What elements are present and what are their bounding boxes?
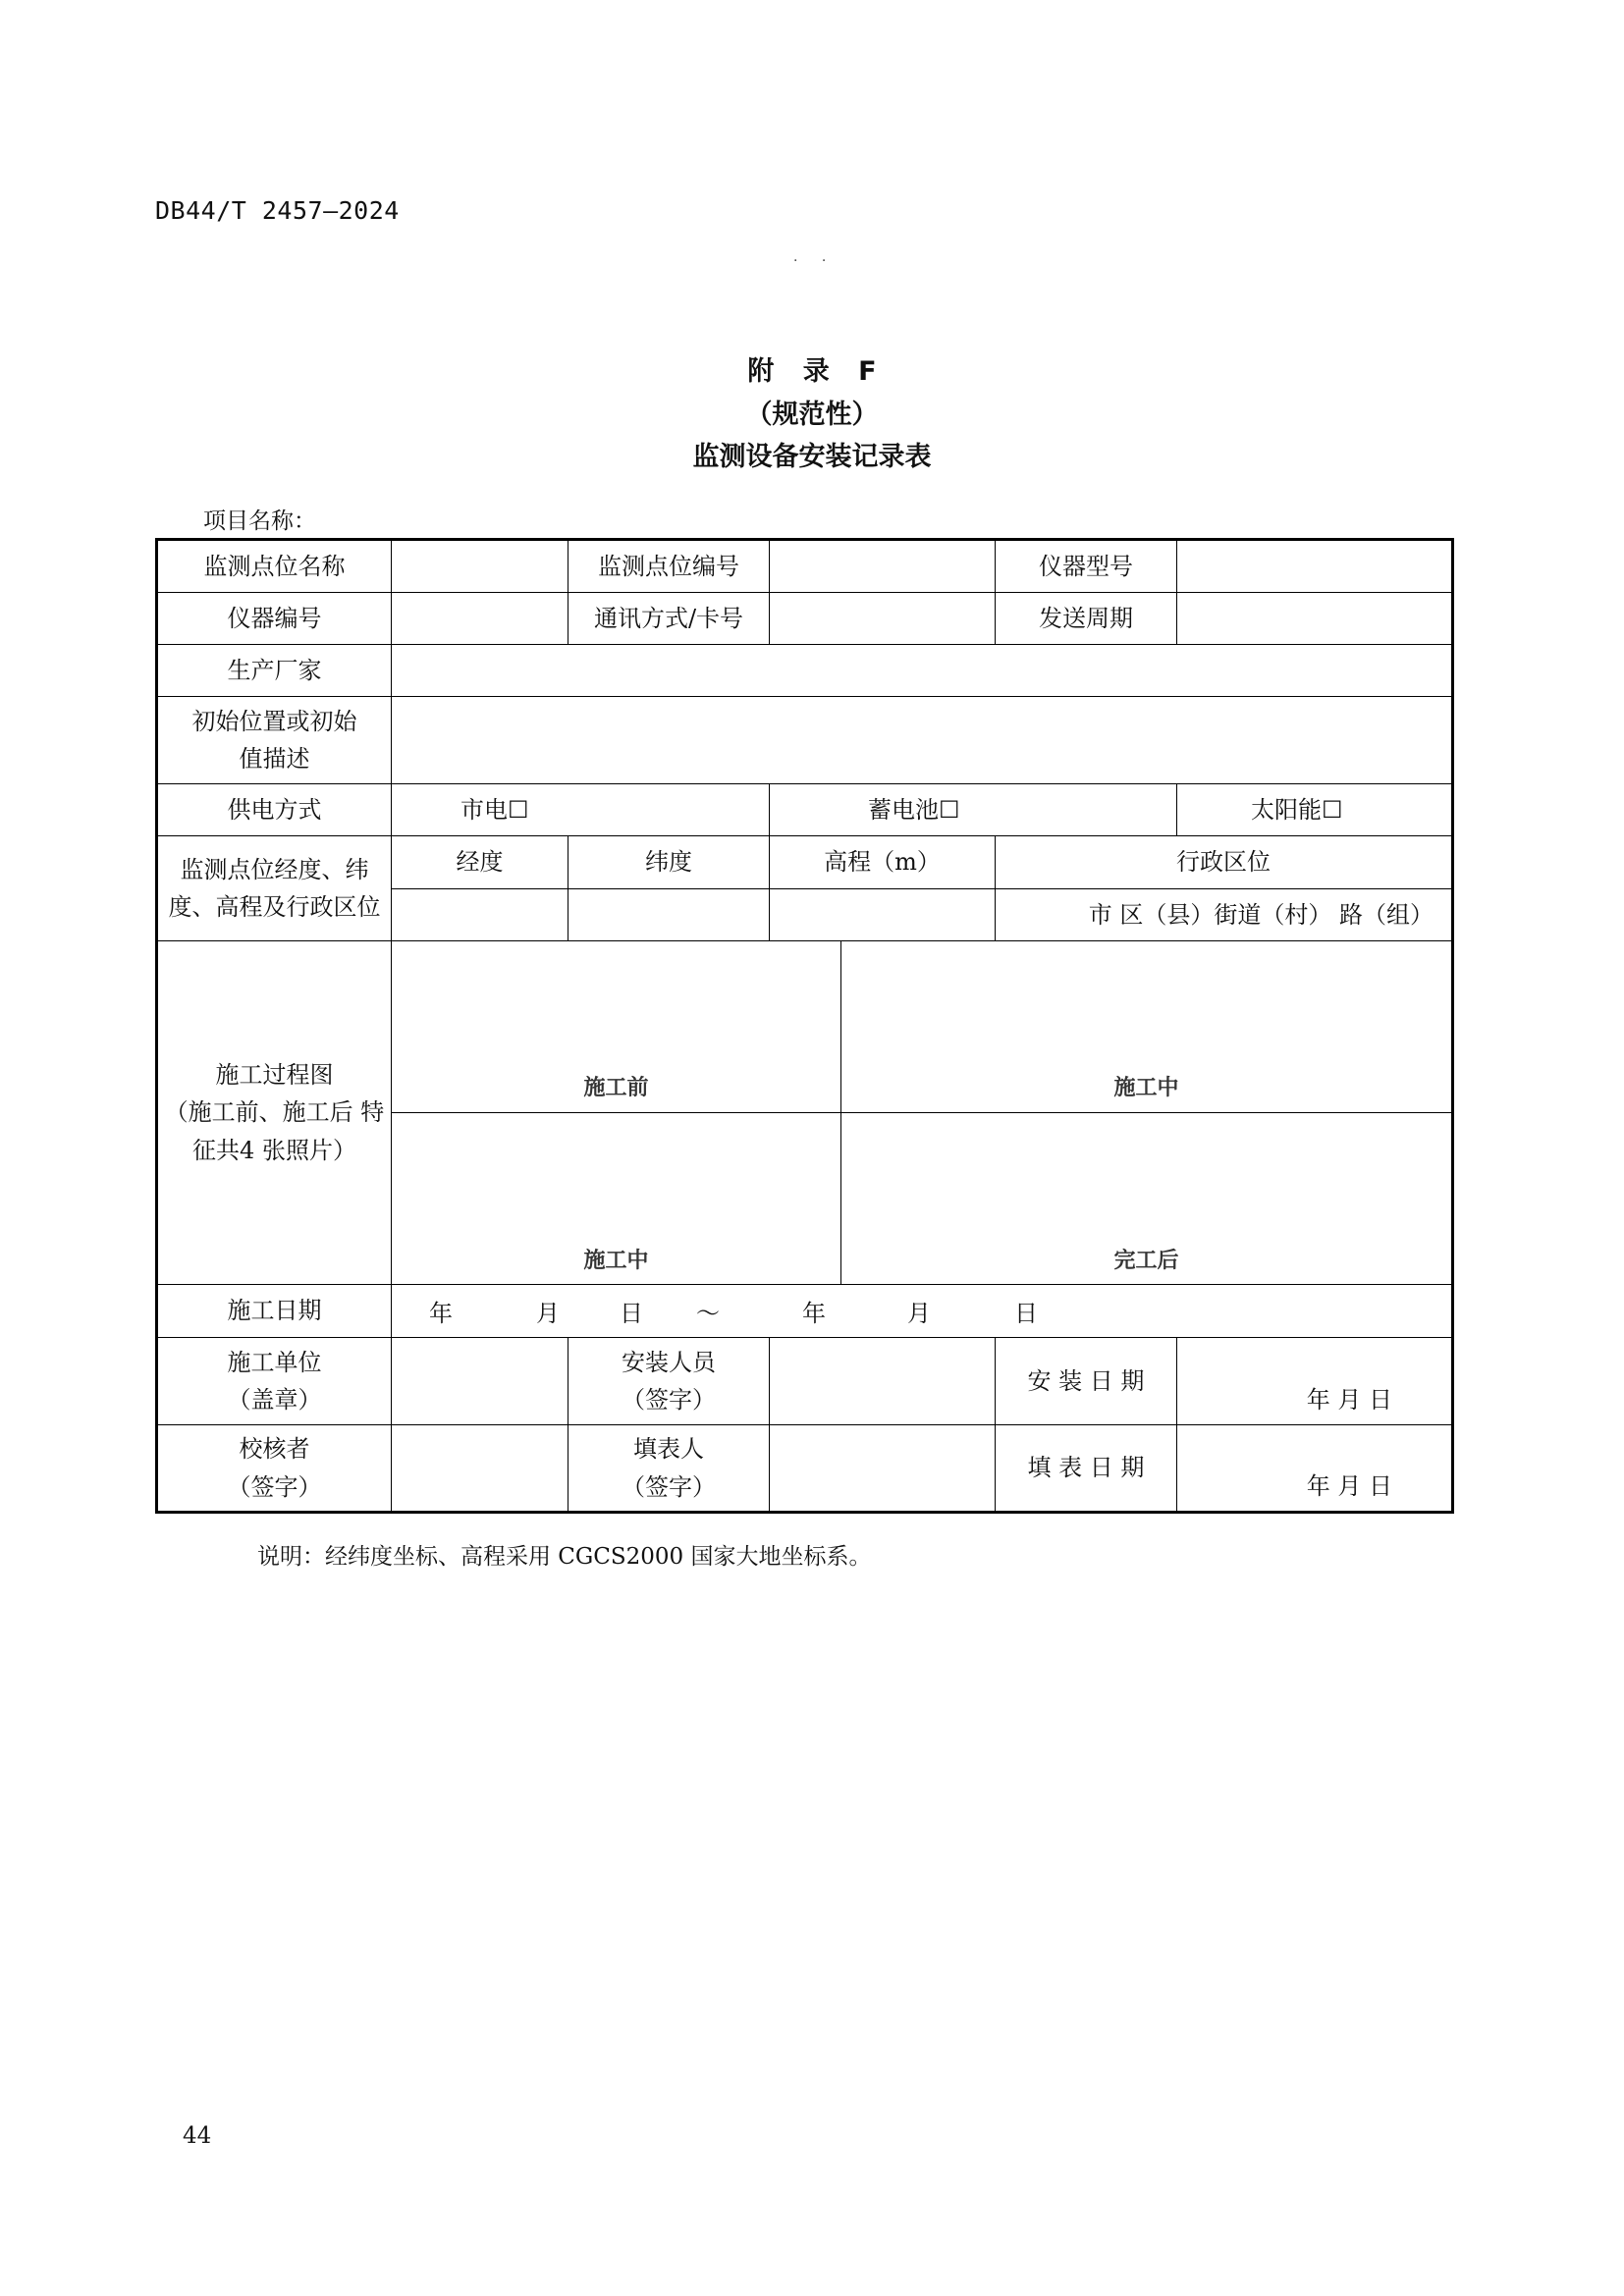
label-geo	[157, 836, 392, 941]
power-option-battery[interactable]: 蓄电池☐	[770, 784, 1177, 836]
input-fill-date[interactable]: 年 月 日	[1177, 1425, 1453, 1513]
label-construction-date: 施工日期	[157, 1285, 392, 1338]
label-fill-date: 填 表 日 期	[996, 1425, 1177, 1513]
input-model[interactable]	[1177, 540, 1453, 593]
appendix-title: 附 录 F	[747, 356, 887, 387]
label-manufacturer: 生产厂家	[157, 645, 392, 697]
photo-label-during-1: 施工中	[1113, 1076, 1179, 1101]
input-point-code[interactable]	[770, 540, 996, 593]
date-year-2: 年	[802, 1300, 826, 1327]
appendix-nature: （规范性）	[745, 400, 879, 430]
label-geo-line1: 监测点位经度、纬	[180, 855, 369, 883]
photo-label-before: 施工前	[583, 1076, 649, 1101]
header-dots: · ·	[793, 253, 837, 269]
date-month-1: 月	[536, 1300, 560, 1327]
label-filler-line1: 填表人	[633, 1435, 704, 1464]
label-admin: 行政区位	[996, 836, 1453, 889]
input-install-date[interactable]: 年 月 日	[1177, 1338, 1453, 1425]
page-number: 44	[183, 2123, 212, 2149]
label-checker-line1: 校核者	[239, 1435, 310, 1464]
label-photos-line3: 征共4 张照片）	[192, 1136, 356, 1164]
table-row	[157, 1425, 1453, 1513]
table-row	[157, 1338, 1453, 1425]
photo-slot-before[interactable]	[392, 941, 841, 1113]
label-model: 仪器型号	[996, 540, 1177, 593]
photo-grid-wrapper	[392, 941, 1451, 1284]
table-row	[157, 540, 1453, 593]
label-photos-line1: 施工过程图	[215, 1060, 334, 1089]
table-row	[157, 1285, 1453, 1338]
label-filler	[568, 1425, 770, 1513]
label-instrument-no: 仪器编号	[157, 593, 392, 645]
photo-area	[392, 941, 1453, 1285]
input-initial-position[interactable]	[392, 697, 1453, 784]
photo-slot-during-2[interactable]	[392, 1113, 841, 1285]
input-manufacturer[interactable]	[392, 645, 1453, 697]
date-day-1: 日	[620, 1300, 643, 1327]
label-point-name: 监测点位名称	[157, 540, 392, 593]
photo-grid	[392, 941, 1451, 1284]
input-installer[interactable]	[770, 1338, 996, 1425]
input-send-period[interactable]	[1177, 593, 1453, 645]
label-checker-line2: （签字）	[227, 1472, 322, 1501]
label-construction-unit-line1: 施工单位	[227, 1348, 322, 1376]
input-filler[interactable]	[770, 1425, 996, 1513]
input-longitude[interactable]	[392, 889, 568, 941]
label-photos	[157, 941, 392, 1285]
project-name-label: 项目名称：	[203, 508, 316, 534]
label-install-date: 安 装 日 期	[996, 1338, 1177, 1425]
input-construction-unit[interactable]	[392, 1338, 568, 1425]
label-initial-position-line2: 值描述	[239, 745, 310, 773]
table-row	[157, 593, 1453, 645]
coordinate-note: 说明：经纬度坐标、高程采用 CGCS2000 国家大地坐标系。	[257, 1544, 872, 1570]
date-month-2: 月	[907, 1300, 931, 1327]
label-initial-position	[157, 697, 392, 784]
power-option-solar[interactable]: 太阳能☐	[1177, 784, 1453, 836]
label-power: 供电方式	[157, 784, 392, 836]
label-photos-line2: （施工前、施工后 特	[164, 1098, 385, 1127]
input-construction-date[interactable]	[392, 1285, 1453, 1338]
label-comm: 通讯方式/卡号	[568, 593, 770, 645]
installation-record-table	[155, 538, 1454, 1514]
photo-label-during-2: 施工中	[583, 1248, 649, 1273]
input-elevation[interactable]	[770, 889, 996, 941]
date-tilde: ～	[696, 1300, 720, 1327]
power-option-mains[interactable]: 市电☐	[392, 784, 770, 836]
date-year-1: 年	[429, 1300, 453, 1327]
label-geo-line2: 度、高程及行政区位	[168, 893, 381, 921]
photo-slot-during-1[interactable]	[841, 941, 1451, 1113]
input-comm[interactable]	[770, 593, 996, 645]
label-latitude: 纬度	[568, 836, 770, 889]
input-instrument-no[interactable]	[392, 593, 568, 645]
input-latitude[interactable]	[568, 889, 770, 941]
table-row	[157, 697, 1453, 784]
form-title: 监测设备安装记录表	[692, 442, 932, 472]
label-construction-unit-line2: （盖章）	[227, 1386, 322, 1414]
table-row	[157, 784, 1453, 836]
photo-slot-after[interactable]	[841, 1113, 1451, 1285]
label-installer	[568, 1338, 770, 1425]
date-day-2: 日	[1014, 1300, 1038, 1327]
label-filler-line2: （签字）	[622, 1472, 716, 1501]
input-checker[interactable]	[392, 1425, 568, 1513]
table-row	[157, 836, 1453, 889]
table-row	[157, 645, 1453, 697]
label-point-code: 监测点位编号	[568, 540, 770, 593]
label-installer-line1: 安装人员	[622, 1348, 716, 1376]
input-point-name[interactable]	[392, 540, 568, 593]
label-initial-position-line1: 初始位置或初始	[191, 707, 357, 735]
document-code: DB44/T 2457—2024	[155, 196, 400, 225]
label-construction-unit	[157, 1338, 392, 1425]
label-send-period: 发送周期	[996, 593, 1177, 645]
table-row	[157, 941, 1453, 1285]
photo-label-after: 完工后	[1113, 1248, 1179, 1273]
label-checker	[157, 1425, 392, 1513]
input-admin-detail[interactable]: 市 区（县）街道（村） 路（组）	[996, 889, 1453, 941]
label-elevation: 高程（m）	[770, 836, 996, 889]
label-longitude: 经度	[392, 836, 568, 889]
label-installer-line2: （签字）	[622, 1386, 716, 1414]
